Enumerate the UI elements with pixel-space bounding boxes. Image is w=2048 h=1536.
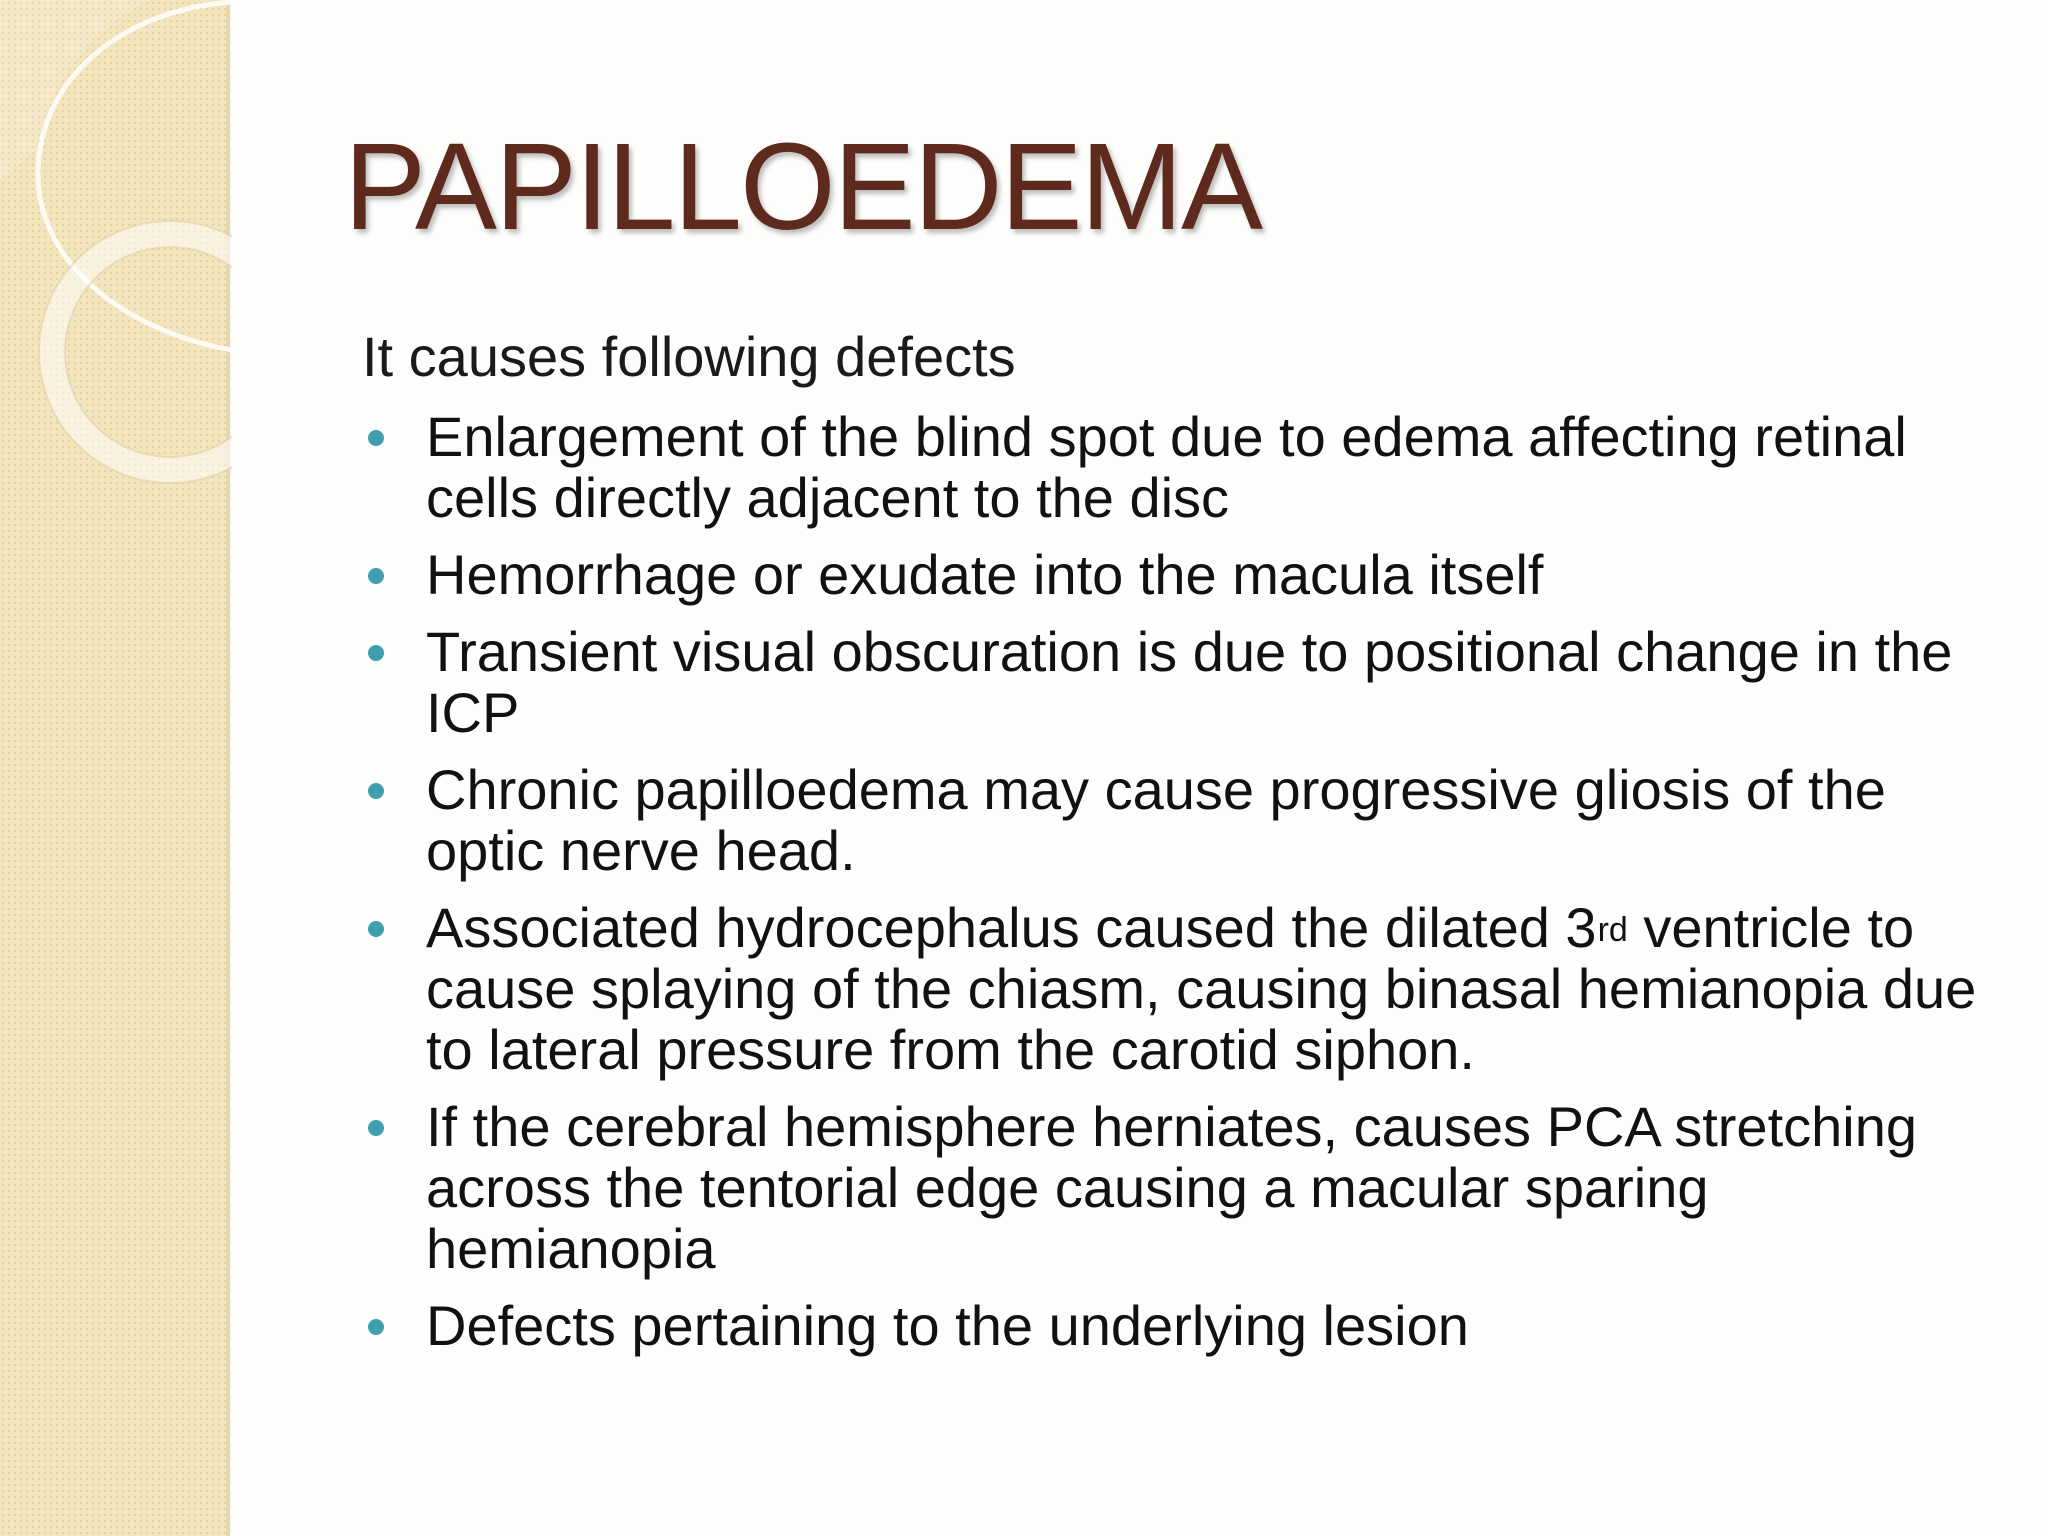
bullet-text: Defects pertaining to the underlying lesion (426, 1294, 1469, 1357)
slide-title: PAPILLOEDEMA (344, 119, 1262, 256)
decorative-rings-graphic (0, 0, 232, 520)
intro-text: It causes following defects (362, 325, 1016, 388)
bullet-text: Associated hydrocephalus caused the dilated 3 (426, 896, 1597, 959)
bullet-text: Transient visual obscuration is due to positional change in the ICP (426, 620, 1953, 744)
bullet-dot-icon (368, 568, 384, 584)
bullet-dot-icon (368, 645, 384, 661)
bullet-item (364, 759, 2004, 881)
bullet-dot-icon (368, 1319, 384, 1335)
bullet-item (364, 1096, 2004, 1279)
bullet-item (364, 544, 2004, 605)
bullet-text: Hemorrhage or exudate into the macula itself (426, 543, 1544, 606)
bullet-text: Enlargement of the blind spot due to edema affecting retinal cells directly adjacent to the disc (426, 405, 1907, 529)
bullet-item (364, 897, 2004, 1080)
bullet-item (364, 621, 2004, 743)
bullet-superscript: rd (1597, 911, 1628, 949)
bullet-dot-icon (368, 430, 384, 446)
bullet-dot-icon (368, 1120, 384, 1136)
bullet-dot-icon (368, 783, 384, 799)
bullet-text: If the cerebral hemisphere herniates, causes PCA stretching across the tentorial edge causing a macular sparing hemianopia (426, 1095, 1917, 1280)
bullet-text: Chronic papilloedema may cause progressive gliosis of the optic nerve head. (426, 758, 1886, 882)
bullet-dot-icon (368, 921, 384, 937)
bullet-item (364, 1295, 2004, 1356)
bullet-text-continued: ventricle to cause splaying of the chiasm, causing binasal hemianopia due to lateral pressure from the carotid siphon. (426, 896, 1977, 1081)
bullet-item (364, 406, 2004, 528)
bullet-list (364, 406, 2004, 1372)
